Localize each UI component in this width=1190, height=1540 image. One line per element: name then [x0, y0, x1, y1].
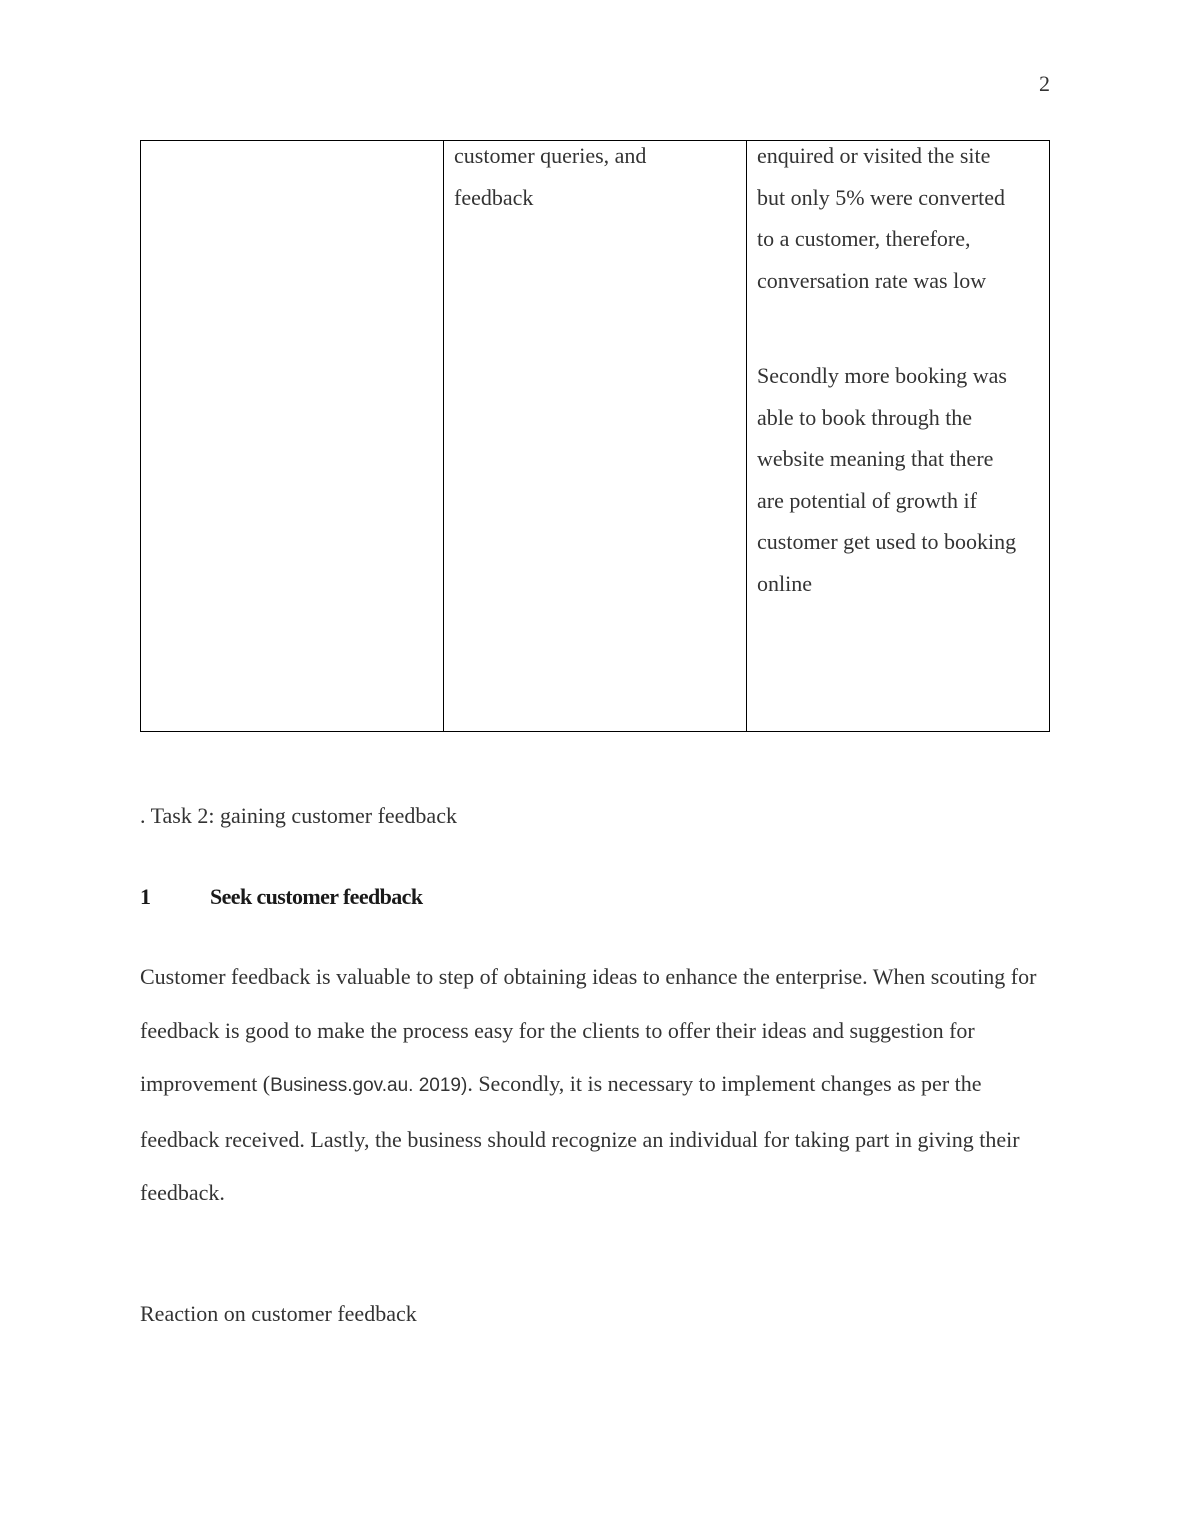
paragraph-text: Customer feedback is valuable to step of obtaining ideas to enhance the enterprise. When scouting for feedback is good to make the process easy for the clients to offer their ideas and suggestion for improvement ( — [140, 964, 1037, 1097]
cell-line: but only 5% were converted — [757, 184, 1006, 210]
cell-line: online — [757, 570, 812, 596]
table-row — [141, 141, 1050, 732]
section-heading — [140, 883, 422, 911]
table-cell-3 — [747, 141, 1050, 732]
cell-line: feedback — [454, 184, 534, 210]
section-heading-text: Seek customer feedback — [210, 884, 423, 909]
task-title: . Task 2: gaining customer feedback — [140, 803, 457, 828]
cell-line: conversation rate was low — [757, 267, 987, 293]
cell-line: customer queries, and — [454, 143, 647, 168]
cell-line: Secondly more booking was — [757, 362, 1007, 388]
page-number: 2 — [1039, 71, 1050, 96]
section-number: 1 — [140, 884, 151, 909]
paragraph-text: . Secondly, it is necessary to implement changes as per the feedback received. Lastly, the business should recognize an individual for taking part in giving their feedback. — [140, 1071, 1020, 1206]
cell-line: are potential of growth if — [757, 487, 977, 513]
reaction-title: Reaction on customer feedback — [140, 1301, 417, 1326]
cell-line: to a customer, therefore, — [757, 226, 971, 252]
body-paragraph — [140, 950, 1050, 1220]
results-table — [140, 140, 1050, 732]
cell-line: customer get used to booking — [757, 529, 1017, 555]
cell-line: website meaning that there — [757, 446, 994, 472]
citation: Business.gov.au. 2019) — [270, 1075, 468, 1097]
cell-line: able to book through the — [757, 404, 973, 430]
table-cell-1 — [141, 141, 444, 732]
table-cell-2 — [444, 141, 747, 732]
cell-line: enquired or visited the site — [757, 143, 991, 168]
